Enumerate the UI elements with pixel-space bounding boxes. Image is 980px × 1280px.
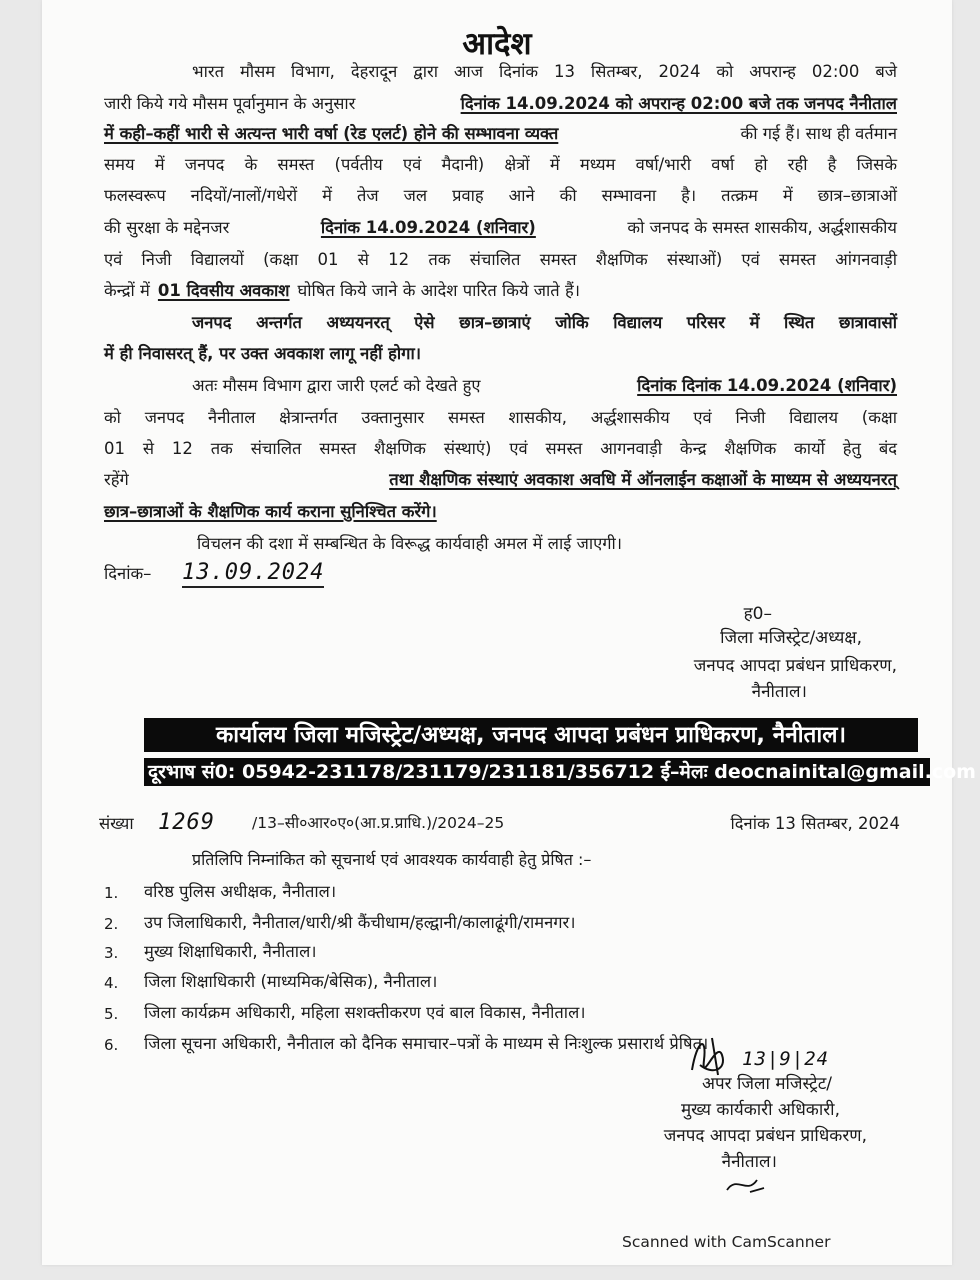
para3-text: रहेंगे (104, 470, 129, 489)
sign1-line4: नैनीताल। (751, 682, 807, 702)
list-item-text: उप जिलाधिकारी, नैनीताल/धारी/श्री कैंचीधाम/हल्द्वानी/कालाढूंगी/रामनगर। (144, 913, 576, 932)
list-item (104, 1036, 708, 1054)
para3-highlight-online: तथा शैक्षणिक संस्थाएं अवकाश अवधि में ऑनलाईन कक्षाओं के माध्यम से अध्ययनरत् (389, 470, 897, 489)
scanner-watermark: Scanned with CamScanner (622, 1233, 831, 1251)
list-item-text: जिला कार्यक्रम अधिकारी, महिला सशक्तीकरण एवं बाल विकास, नैनीताल। (144, 1003, 586, 1022)
sign1-line3: जनपद आपदा प्रबंधन प्राधिकरण, (693, 656, 897, 676)
ref-date: दिनांक 13 सितम्बर, 2024 (730, 814, 900, 833)
para3-line4 (104, 472, 897, 489)
handwritten-date: 13.09.2024 (182, 560, 324, 588)
para3-line3: 01 से 12 तक संचालित समस्त शैक्षणिक संस्थाएं) एवं समस्त आगनवाड़ी केन्द्र शैक्षणिक कार्यो हेतु बंद (104, 439, 897, 458)
para1-text: की गई हैं। साथ ही वर्तमान (740, 124, 897, 143)
para3-line1 (192, 378, 897, 395)
list-item-number: 1. (104, 884, 119, 902)
para1-text: घोषित किये जाने के आदेश पारित किये जाते हैं। (297, 281, 580, 300)
office-banner: कार्यालय जिला मजिस्ट्रेट/अध्यक्ष, जनपद आपदा प्रबंधन प्राधिकरण, नैनीताल। (144, 718, 918, 752)
list-item (104, 884, 336, 902)
sign1-line1: ह0– (743, 604, 772, 624)
ref-label: संख्या (99, 814, 134, 833)
document-title: आदेश (462, 26, 532, 62)
para1-line3 (104, 126, 897, 143)
sign2-line3: जनपद आपदा प्रबंधन प्राधिकरण, (663, 1126, 867, 1146)
para3-highlight-date: दिनांक दिनांक 14.09.2024 (शनिवार) (637, 376, 897, 395)
contact-banner: दूरभाष सं0: 05942-231178/231179/231181/356712 ई–मेलः deocnainital@gmail.com (144, 758, 930, 786)
para1-text: जारी किये गये मौसम पूर्वानुमान के अनुसार (104, 94, 356, 113)
para1-line1: भारत मौसम विभाग, देहरादून द्वारा आज दिनांक 13 सितम्बर, 2024 को अपरान्ह 02:00 बजे (192, 62, 897, 81)
para1-line7: एवं निजी विद्यालयों (कक्षा 01 से 12 तक संचालित समस्त शैक्षणिक संस्थाओं) एवं समस्त आंगनवाड़ी (104, 250, 897, 269)
para1-line6 (104, 220, 897, 237)
para1-highlight-holiday-date: दिनांक 14.09.2024 (शनिवार) (320, 218, 536, 237)
list-item-number: 5. (104, 1005, 119, 1023)
list-item-number: 2. (104, 915, 119, 933)
para2-line2: में ही निवासरत् हैं, पर उक्त अवकाश लागू नहीं होगा। (104, 344, 421, 363)
signature-scribble-icon (682, 1030, 742, 1080)
list-item (104, 974, 437, 992)
list-item-text: वरिष्ठ पुलिस अधीक्षक, नैनीताल। (144, 882, 337, 901)
para3-text: अतः मौसम विभाग द्वारा जारी एलर्ट को देखते हुए (192, 376, 481, 395)
para1-line5: फलस्वरूप नदियों/नालों/गधेरों में तेज जल प्रवाह आने की सम्भावना है। तत्क्रम में छात्र–छात्राओं (104, 186, 897, 205)
list-item-text: मुख्य शिक्षाधिकारी, नैनीताल। (144, 942, 317, 961)
list-item-number: 3. (104, 944, 119, 962)
ref-suffix: /13–सी०आर०ए०(आ.प्र.प्राधि.)/2024–25 (252, 814, 505, 832)
list-item-number: 4. (104, 974, 119, 992)
para1-text: केन्द्रों में (104, 281, 150, 300)
para1-highlight-date: दिनांक 14.09.2024 को अपरान्ह 02:00 बजे तक जनपद नैनीताल (460, 94, 897, 113)
list-item (104, 944, 317, 962)
list-item-number: 6. (104, 1036, 119, 1054)
sign2-line1: अपर जिला मजिस्ट्रेट/ (701, 1074, 832, 1094)
para1-line4: समय में जनपद के समस्त (पर्वतीय एवं मैदानी) क्षेत्रों में मध्यम वर्षा/भारी वर्षा हो रही है जिसके (104, 155, 897, 174)
para1-text: की सुरक्षा के मद्देनजर (104, 218, 230, 237)
para1-line2 (104, 96, 897, 113)
list-item (104, 915, 576, 933)
para2-line1: जनपद अन्तर्गत अध्ययनरत् ऐसे छात्र–छात्राएं जोकि विद्यालय परिसर में स्थित छात्रावासों (192, 313, 897, 332)
handwritten-sign-date: 13|9|24 (742, 1048, 830, 1070)
para1-highlight-alert: में कही–कहीं भारी से अत्यन्त भारी वर्षा (रेड एलर्ट) होने की सम्भावना व्यक्त (104, 124, 559, 143)
list-item (104, 1005, 586, 1023)
sign2-line2: मुख्य कार्यकारी अधिकारी, (681, 1100, 840, 1120)
para3-line5: छात्र–छात्राओं के शैक्षणिक कार्य कराना सुनिश्चित करेंगे। (104, 502, 437, 521)
initials-scribble-icon (722, 1170, 772, 1200)
para4: विचलन की दशा में सम्बन्धित के विरूद्ध कार्यवाही अमल में लाई जाएगी। (197, 534, 623, 553)
list-item-text: जिला शिक्षाधिकारी (माध्यमिक/बेसिक), नैनीताल। (144, 972, 438, 991)
para3-line2: को जनपद नैनीताल क्षेत्रान्तर्गत उक्तानुसार समस्त शासकीय, अर्द्धशासकीय एवं निजी विद्यालय (कक्षा (104, 408, 897, 427)
sign2-line4: नैनीताल। (721, 1152, 777, 1172)
ref-number: 1269 (158, 810, 215, 835)
para1-highlight-holiday: 01 दिवसीय अवकाश (157, 281, 290, 300)
document-page (42, 0, 976, 1265)
copy-intro: प्रतिलिपि निम्नांकित को सूचनार्थ एवं आवश्यक कार्यवाही हेतु प्रेषित :– (192, 850, 592, 869)
date-label: दिनांक– (104, 564, 152, 583)
para1-text: को जनपद के समस्त शासकीय, अर्द्धशासकीय (627, 218, 897, 237)
para1-line8 (104, 283, 580, 300)
list-item-text: जिला सूचना अधिकारी, नैनीताल को दैनिक समाचार–पत्रों के माध्यम से निःशुल्क प्रसारार्थ प्रेषित। (144, 1034, 709, 1053)
sign1-line2: जिला मजिस्ट्रेट/अध्यक्ष, (720, 628, 862, 648)
